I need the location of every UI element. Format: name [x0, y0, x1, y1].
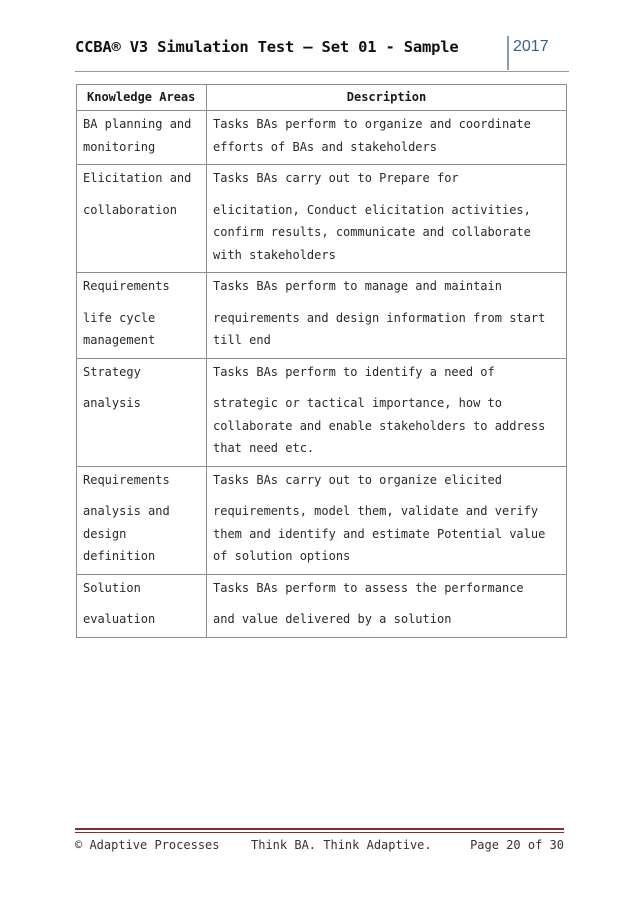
table-row — [77, 358, 567, 466]
description-cell — [207, 466, 567, 574]
knowledge-area-line: management — [83, 333, 156, 347]
knowledge-area-line: life cycle — [83, 310, 156, 325]
knowledge-area-cell — [77, 273, 207, 359]
footer-copyright: © Adaptive Processes — [75, 838, 220, 852]
knowledge-areas-table — [76, 84, 567, 638]
description-line: Tasks BAs perform to manage and maintain — [213, 279, 502, 293]
table-row — [77, 273, 567, 359]
description-line: collaborate and enable stakeholders to address — [213, 418, 546, 433]
table-body — [77, 111, 567, 638]
table-row — [77, 466, 567, 574]
knowledge-area-line: Requirements — [83, 472, 170, 487]
knowledge-area-line: analysis and — [83, 504, 170, 518]
document-year: 2017 — [513, 38, 549, 55]
description-line: that need etc. — [213, 441, 315, 455]
description-line: requirements and design information from start — [213, 310, 546, 325]
description-line: strategic or tactical importance, how to — [213, 396, 502, 410]
knowledge-area-line: definition — [83, 549, 156, 563]
knowledge-area-line: Strategy — [83, 364, 141, 379]
page-footer — [75, 828, 564, 858]
header-rule — [75, 71, 569, 72]
description-cell — [207, 165, 567, 273]
column-header-description: Description — [207, 85, 567, 111]
knowledge-area-line: collaboration — [83, 202, 177, 217]
description-line: of solution options — [213, 549, 351, 563]
knowledge-area-line: analysis — [83, 396, 141, 410]
description-line: them and identify and estimate Potential value — [213, 526, 546, 541]
column-header-knowledge-areas: Knowledge Areas — [77, 85, 207, 111]
description-cell — [207, 273, 567, 359]
description-line: Tasks BAs carry out to Prepare for — [213, 171, 459, 185]
knowledge-area-cell — [77, 111, 207, 165]
table-header-row — [77, 85, 567, 111]
description-cell — [207, 111, 567, 165]
knowledge-area-line: BA planning and — [83, 117, 192, 131]
knowledge-area-line: Requirements — [83, 279, 170, 293]
footer-tagline: Think BA. Think Adaptive. — [251, 838, 432, 852]
description-line: confirm results, communicate and collaborate — [213, 225, 531, 239]
footer-page-number: Page 20 of 30 — [470, 838, 564, 852]
description-line: Tasks BAs perform to identify a need of — [213, 364, 495, 379]
knowledge-area-cell — [77, 466, 207, 574]
description-line: elicitation, Conduct elicitation activities, — [213, 202, 531, 217]
knowledge-area-line: monitoring — [83, 139, 156, 154]
knowledge-area-cell — [77, 358, 207, 466]
knowledge-area-line: evaluation — [83, 612, 156, 626]
knowledge-area-cell — [77, 165, 207, 273]
description-line: requirements, model them, validate and verify — [213, 504, 539, 518]
description-line: efforts of BAs and stakeholders — [213, 139, 437, 154]
header-divider — [507, 36, 509, 70]
knowledge-area-line: design — [83, 526, 127, 541]
knowledge-area-cell — [77, 574, 207, 637]
table-row — [77, 165, 567, 273]
description-line: Tasks BAs perform to organize and coordinate — [213, 117, 531, 131]
knowledge-area-line: Solution — [83, 580, 141, 595]
description-cell — [207, 574, 567, 637]
description-line: and value delivered by a solution — [213, 612, 452, 626]
table-row — [77, 574, 567, 637]
description-cell — [207, 358, 567, 466]
description-line: with stakeholders — [213, 247, 336, 262]
footer-rule — [75, 828, 564, 830]
description-line: till end — [213, 333, 271, 347]
description-line: Tasks BAs perform to assess the performance — [213, 580, 524, 595]
document-title: CCBA® V3 Simulation Test – Set 01 - Sample — [75, 38, 459, 56]
table-row — [77, 111, 567, 165]
footer-rule-thin — [75, 832, 564, 833]
description-line: Tasks BAs carry out to organize elicited — [213, 472, 502, 487]
page-header — [75, 38, 569, 72]
knowledge-area-line: Elicitation and — [83, 171, 192, 185]
